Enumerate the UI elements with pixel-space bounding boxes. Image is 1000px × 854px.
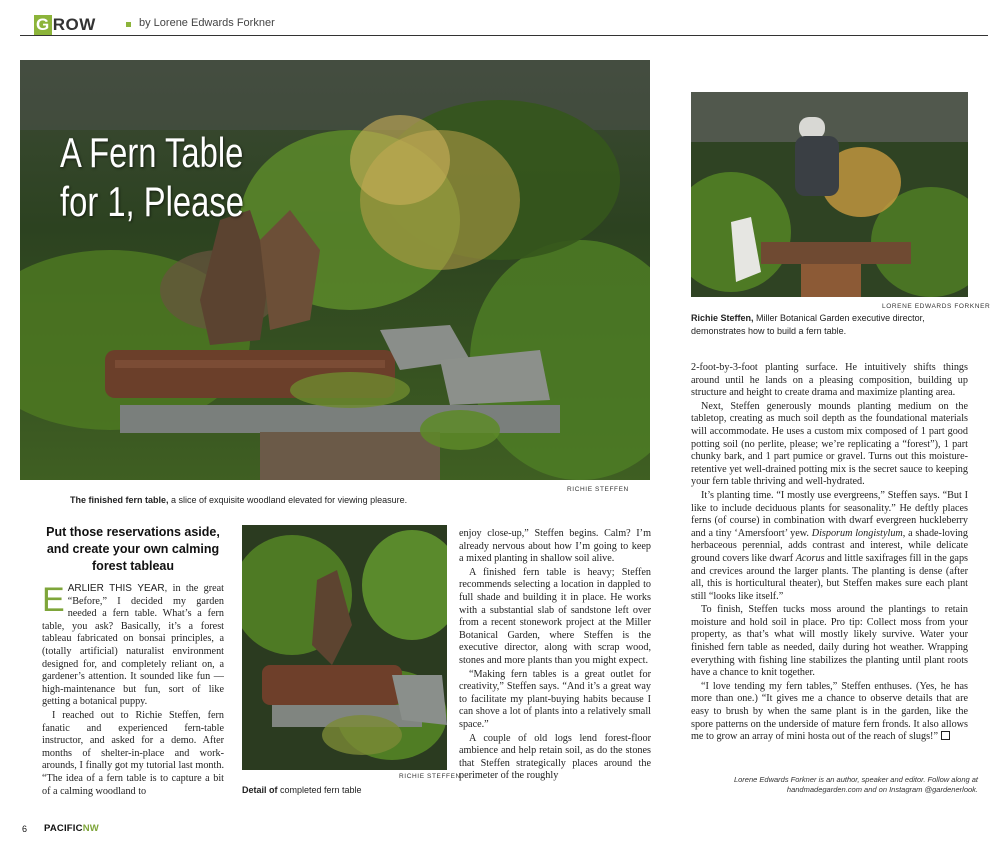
magazine-name-b: NW bbox=[82, 823, 99, 834]
hero-photo-credit: RICHIE STEFFEN bbox=[567, 486, 629, 493]
author-bio: Lorene Edwards Forkner is an author, speaker and editor. Follow along at handmadegarden.com and on Instagram @gardenerlook. bbox=[733, 775, 978, 794]
section-logo bbox=[34, 15, 96, 35]
col3-paragraph-4: To finish, Steffen tucks moss around the plantings to retain moisture and hold soil in place. Pro tip: Collect moss from your property, as that’s what will mostly likely survive. Water your finished fern table as needed, daily during hot weather. Wrapping everything with fishing line stabilizes the planting until plant roots have a chance to knit together. bbox=[691, 604, 968, 679]
article-column-1 bbox=[42, 583, 224, 799]
detail-photo-credit: RICHIE STEFFEN bbox=[399, 773, 461, 780]
steffen-caption bbox=[691, 312, 969, 338]
steffen-caption-text: Miller Botanical Garden executive director, demonstrates how to build a fern table. bbox=[691, 313, 925, 336]
col2-paragraph-4: A couple of old logs lend forest-floor ambience and help retain soil, as do the stones that Steffen strategically places around the perimeter of the roughly bbox=[459, 732, 651, 782]
end-mark-icon bbox=[941, 731, 950, 740]
magazine-name-a: PACIFIC bbox=[44, 823, 83, 834]
detail-photo bbox=[242, 525, 447, 770]
col3-p3-c: and little saxifrages fill in the gaps and crevices around the larger plants. The planting is dense (after all, this is horticultural theater), but Steffen makes sure each plant still “looks like itself.” bbox=[691, 552, 969, 602]
article-column-2 bbox=[459, 528, 651, 784]
steffen-photo-illustration bbox=[691, 92, 968, 297]
col1-paragraph-1 bbox=[42, 583, 224, 709]
hero-photo bbox=[20, 60, 650, 480]
header-separator bbox=[126, 22, 131, 27]
hero-caption-text: a slice of exquisite woodland elevated for viewing pleasure. bbox=[168, 495, 408, 505]
col2-paragraph-1: enjoy close-up,” Steffen begins. Calm? I’m already nervous about how I’m going to keep a mixed planting in shallow soil alive. bbox=[459, 528, 651, 565]
section-logo-g: G bbox=[36, 15, 50, 34]
hero-title-line-2: for 1, Please bbox=[60, 178, 244, 225]
magazine-name bbox=[44, 823, 99, 834]
detail-photo-illustration bbox=[242, 525, 447, 770]
article-deck: Put those reservations aside, and create your own calming forest tableau bbox=[46, 525, 220, 573]
detail-caption-bold: Detail of bbox=[242, 785, 278, 795]
col3-paragraph-3 bbox=[691, 490, 968, 603]
hero-photo-illustration bbox=[20, 60, 650, 480]
hero-caption-bold: The finished fern table, bbox=[70, 495, 169, 505]
col2-paragraph-2: A finished fern table is heavy; Steffen recommends selecting a location in dappled to full shade and building it in place. He works with a substantial slab of sandstone left over from a recent stonework project at the Miller Botanical Garden, where Steffen is the executive director, along with scrap wood, stones and more plants than you might expect. bbox=[459, 566, 651, 666]
page-number: 6 bbox=[22, 824, 28, 834]
steffen-photo bbox=[691, 92, 968, 297]
col3-paragraph-2: Next, Steffen generously mounds planting medium on the tabletop, creating as much soil depth as the foundational materials will accommodate. He uses a custom mix composed of 1 part good potting soil (no perlite, please; we’re replicating a “forest”), 1 part chunky bark, and 1 part pumice or gravel. Turns out this moisture-retentive yet well-drained potting mix is the secret sauce to keeping your fern table thriving and well-hydrated. bbox=[691, 400, 968, 488]
steffen-caption-bold: Richie Steffen, bbox=[691, 313, 754, 323]
col3-p3-a: It’s planting time. “I mostly use evergreens,” Steffen says. “But I like to include deciduous plants for seasonality.” He deftly places ferns (of course) in combination with dwarf evergreen huckleberry and a tiny ‘Amersfoort’ yew. bbox=[691, 489, 968, 539]
section-logo-rest: ROW bbox=[52, 15, 96, 34]
col3-p3-italic-2: Acorus bbox=[795, 552, 825, 564]
page-header bbox=[20, 14, 988, 36]
dropcap: E bbox=[42, 581, 65, 619]
steffen-photo-credit: LORENE EDWARDS FORKNER bbox=[882, 303, 991, 310]
col3-p5-text: “I love tending my fern tables,” Steffen enthuses. (Yes, he has more than one.) “It gives me a chance to observe details that are easy to brush by when the same plant is in the garden, like the spore patterns on the underside of mature fern fronds. It also allows me to grow an array of mini hosta out of the reach of slugs!” bbox=[691, 680, 968, 743]
detail-caption bbox=[242, 784, 447, 797]
hero-title bbox=[60, 128, 244, 226]
col1-p1-text: in the great “Before,” I decided my garden needed a fern table. What’s a fern table, you ask? Basically, it’s a forest tableau fabricated on bonsai principles, a (totally artificial) naturalist environment designed for, and completely reliant on, a gardener’s attention. It sounded like fun — high-maintenance but fun, sort of like getting a botanical puppy. bbox=[42, 583, 224, 708]
byline: by Lorene Edwards Forkner bbox=[139, 17, 275, 29]
hero-caption bbox=[70, 494, 590, 507]
col3-p3-italic-1: Disporum longistylum bbox=[811, 527, 903, 539]
col3-p3-b: , a shade-loving herbaceous perennial, adds contrast and interest, while delicate ground covers like dwarf bbox=[691, 527, 968, 564]
col2-paragraph-3: “Making fern tables is a great outlet for creativity,” Steffen says. “And it’s a great way to facilitate my plant-buying habits because I can shove a lot of plants into a relatively small space.” bbox=[459, 668, 651, 730]
article-column-3 bbox=[691, 362, 968, 745]
col3-paragraph-1: 2-foot-by-3-foot planting surface. He intuitively shifts things around until he lands on a pleasing composition, building up structure and height to create drama and maximize planting area. bbox=[691, 362, 968, 399]
col3-paragraph-5 bbox=[691, 681, 968, 744]
detail-caption-text: completed fern table bbox=[277, 785, 362, 795]
lead-in: ARLIER THIS YEAR, bbox=[67, 583, 168, 594]
hero-title-line-1: A Fern Table bbox=[60, 129, 244, 176]
col1-paragraph-2: I reached out to Richie Steffen, fern fanatic and experienced fern-table instructor, and asked for a demo. After months of shelter-in-place and work-arounds, I finally got my tutorial last month. “The idea of a fern table is to capture a bit of a calming woodland to bbox=[42, 709, 224, 797]
